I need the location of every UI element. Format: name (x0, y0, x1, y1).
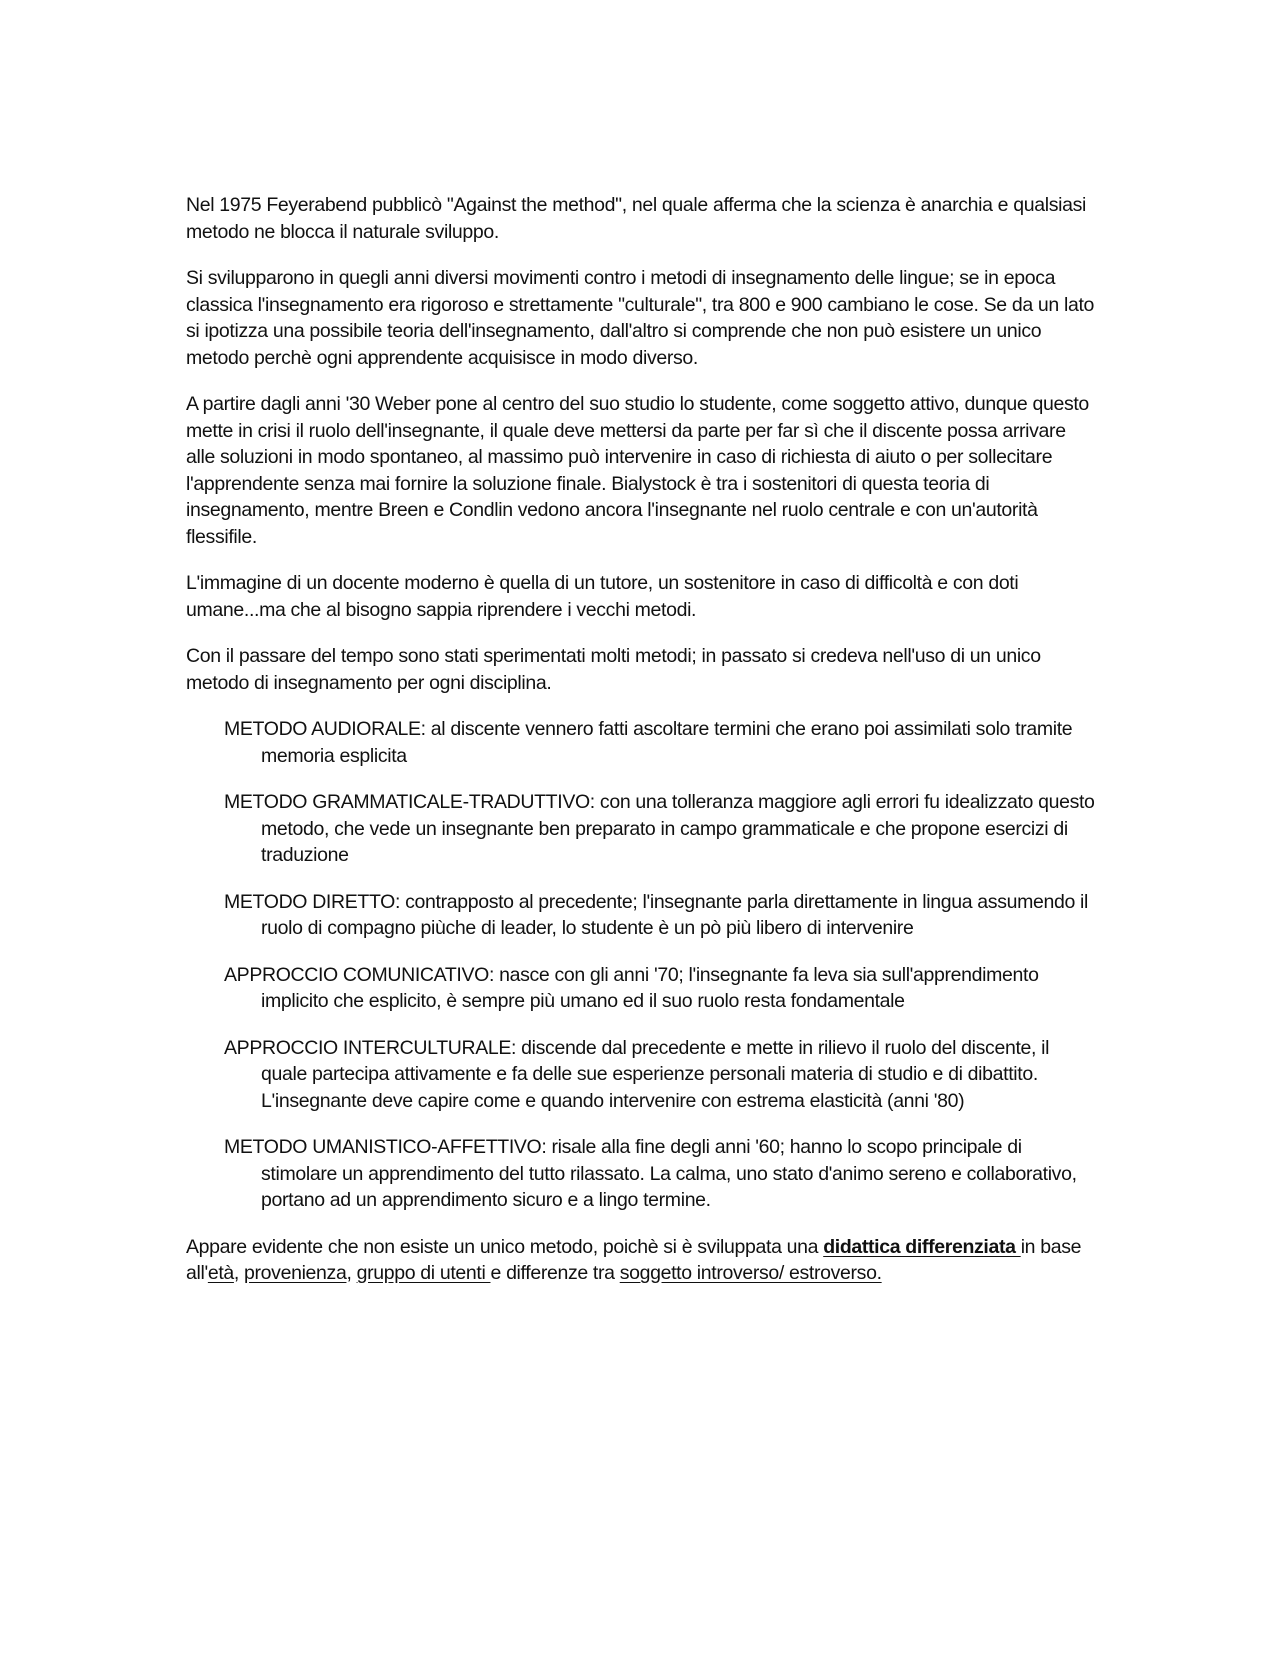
conclusion-text-1: Appare evidente che non esiste un unico metodo, poichè si è sviluppata una (186, 1235, 824, 1258)
method-grammaticale-traduttivo: METODO GRAMMATICALE-TRADUTTIVO: con una tolleranza maggiore agli errori fu idealizzato questo metodo, che vede un insegnante ben preparato in campo grammaticale e che propone esercizi di traduzione (224, 791, 1095, 866)
paragraph-movimenti: Si svilupparono in quegli anni diversi movimenti contro i metodi di insegnamento delle lingue; se in epoca classica l'insegnamento era rigoroso e strettamente "culturale", tra 800 e 900 cambiano le cose. Se da un lato si ipotizza una possibile teoria dell'insegnamento, dall'altro si comprende che non può esistere un unico metodo perchè ogni apprendente acquisisce in modo diverso. (186, 267, 1095, 369)
conclusion-text-4: , (346, 1262, 357, 1284)
method-comunicativo: APPROCCIO COMUNICATIVO: nasce con gli anni '70; l'insegnante fa leva sia sull'apprendimento implicito che esplicito, è sempre più umano ed il suo ruolo resta fondamentale (224, 963, 1039, 1012)
term-soggetto-introverso-estroverso: soggetto introverso/ estroverso. (619, 1262, 882, 1284)
term-didattica-differenziata: didattica differenziata (823, 1235, 1021, 1258)
paragraph-conclusion (186, 1234, 1096, 1287)
document-body (186, 192, 1096, 1307)
term-eta: età (207, 1262, 234, 1284)
paragraph-docente-moderno: L'immagine di un docente moderno è quella di un tutore, un sostenitore in caso di difficoltà e con doti umane...ma che al bisogno sappia riprendere i vecchi metodi. (186, 572, 1019, 621)
conclusion-text-2: in base all' (186, 1235, 1082, 1284)
conclusion-text-5: e differenze tra (490, 1262, 620, 1284)
method-diretto: METODO DIRETTO: contrapposto al precedente; l'insegnante parla direttamente in lingua assumendo il ruolo di compagno piùche di leader, lo studente è un pò più libero di intervenire (224, 890, 1089, 939)
paragraph-weber: A partire dagli anni '30 Weber pone al centro del suo studio lo studente, come soggetto attivo, dunque questo mette in crisi il ruolo dell'insegnante, il quale deve mettersi da parte per far sì che il discente possa arrivare alle soluzioni in modo spontaneo, al massimo può intervenire in caso di richiesta di aiuto o per sollecitare l'apprendente senza mai fornire la soluzione finale. Bialystock è tra i sostenitori di questa teoria di insegnamento, mentre Breen e Condlin vedono ancora l'insegnante nel ruolo centrale e con un'autorità flessifile. (186, 393, 1089, 548)
term-provenienza: provenienza (244, 1262, 347, 1284)
paragraph-feyerabend: Nel 1975 Feyerabend pubblicò "Against the method", nel quale afferma che la scienza è anarchia e qualsiasi metodo ne blocca il naturale sviluppo. (186, 194, 1086, 243)
method-umanistico-affettivo: METODO UMANISTICO-AFFETTIVO: risale alla fine degli anni '60; hanno lo scopo principale di stimolare un apprendimento del tutto rilassato. La calma, uno stato d'animo sereno e collaborativo, portano ad un apprendimento sicuro e a lingo termine. (224, 1136, 1077, 1211)
paragraph-passare-del-tempo: Con il passare del tempo sono stati sperimentati molti metodi; in passato si credeva nell'uso di un unico metodo di insegnamento per ogni disciplina. (186, 645, 1041, 694)
method-audiorale: METODO AUDIORALE: al discente vennero fatti ascoltare termini che erano poi assimilati solo tramite memoria esplicita (224, 718, 1073, 767)
term-gruppo-di-utenti: gruppo di utenti (356, 1262, 491, 1284)
conclusion-text-3: , (233, 1262, 245, 1284)
method-interculturale: APPROCCIO INTERCULTURALE: discende dal precedente e mette in rilievo il ruolo del discente, il quale partecipa attivamente e fa delle sue esperienze personali materia di studio e di dibattito. L'insegnante deve capire come e quando intervenire con estrema elasticità (anni '80) (224, 1036, 1050, 1112)
